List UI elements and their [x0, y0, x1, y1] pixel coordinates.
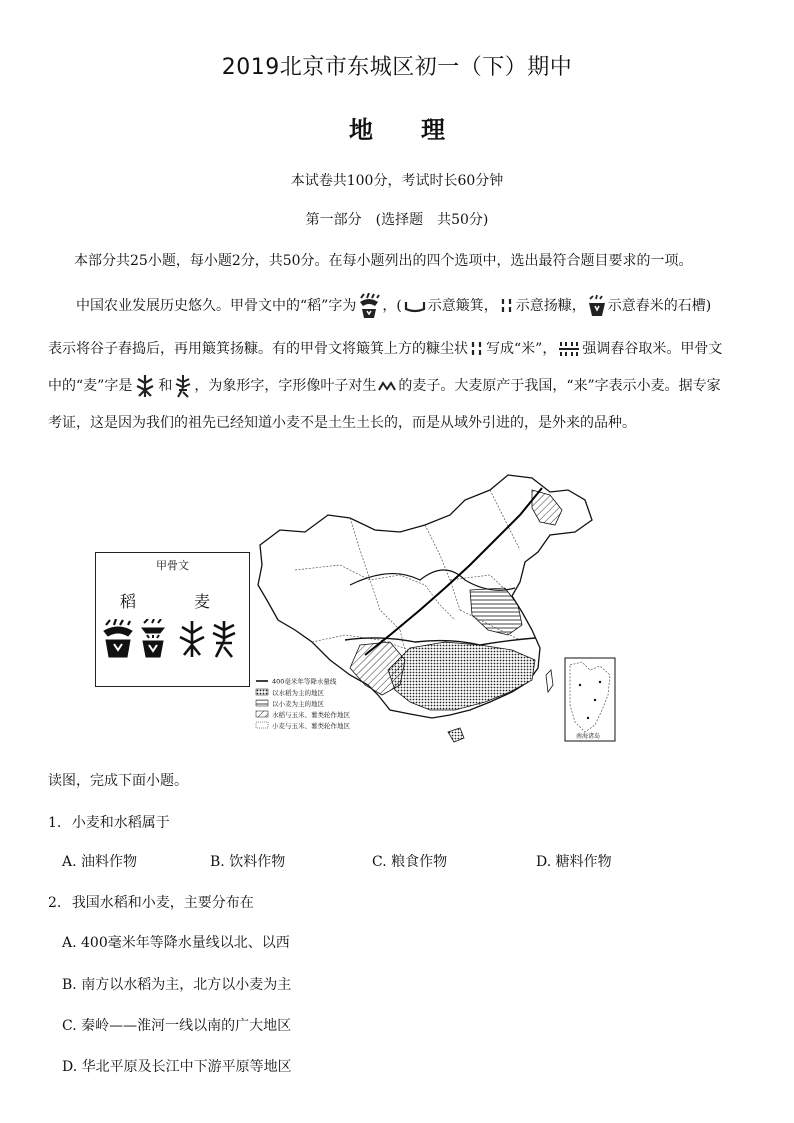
passage-text: ，(	[382, 298, 402, 314]
passage-text: 的麦子。大麦原产于我国，“来”字表示小麦。据专家	[398, 378, 721, 394]
map-region-rice	[388, 642, 535, 710]
oracle-box-title: 甲骨文	[156, 559, 189, 572]
passage-text: 强调舂谷取米。甲骨文	[582, 341, 723, 357]
passage-text: ，为象形字，字形像叶子对生	[194, 378, 377, 394]
chaff-dust-icon	[500, 298, 514, 314]
oracle-wheat-glyph-2	[213, 621, 235, 657]
read-prompt: 读图，完成下面小题。	[48, 773, 188, 789]
legend-swatch-wheat	[256, 700, 268, 706]
q2-option-d[interactable]: D. 华北平原及长江中下游平原等地区	[62, 1059, 292, 1075]
oracle-glyphs	[102, 619, 244, 661]
subject-title: 地 理	[349, 116, 445, 144]
passage-text: 示意簸箕，	[427, 298, 498, 314]
oracle-wheat-glyph-1	[180, 621, 204, 657]
legend-label-4: 水稻与玉米、薯类轮作地区	[272, 711, 350, 719]
question-1	[48, 812, 170, 832]
oracle-label-rice: 稻	[120, 592, 137, 611]
question-stem: 我国水稻和小麦，主要分布在	[71, 895, 254, 911]
passage-text: 示意扬糠，	[515, 298, 586, 314]
passage-line-4: 考证，这是因为我们的祖先已经知道小麦不是土生土长的，而是从域外引进的，是外来的品种。	[48, 415, 636, 431]
oracle-rice-glyph-2	[142, 619, 164, 657]
q1-option-d[interactable]: D. 糖料作物	[536, 854, 612, 870]
legend-swatch-rice	[256, 689, 268, 695]
legend-label-2: 以水稻为主的地区	[272, 689, 324, 697]
chaff-dust-icon	[470, 341, 484, 357]
legend-swatch-wheat-corn	[256, 722, 268, 728]
passage-line-1	[48, 288, 753, 325]
q2-option-c[interactable]: C. 秦岭——淮河一线以南的广大地区	[62, 1018, 292, 1034]
oracle-wheat-icon	[134, 374, 156, 398]
passage-text: 写成“米”，	[486, 341, 557, 357]
china-crop-map	[250, 470, 625, 748]
map-region-rice-corn	[350, 642, 405, 695]
oracle-label-wheat: 麦	[194, 592, 211, 611]
q1-option-a[interactable]: A. 油料作物	[62, 854, 138, 870]
q2-option-b[interactable]: B. 南方以水稻为主，北方以小麦为主	[62, 977, 292, 993]
exam-title: 2019北京市东城区初一（下）期中	[221, 55, 573, 80]
legend-swatch-rice-corn	[256, 711, 268, 717]
map-taiwan	[546, 670, 553, 692]
rice-grain-icon	[558, 341, 580, 357]
legend-label-1: 400毫米年等降水量线	[272, 677, 337, 686]
map-hainan	[448, 728, 464, 742]
legend-label-5: 小麦与玉米、薯类轮作地区	[272, 722, 350, 730]
oracle-rice-icon	[358, 293, 380, 319]
map-legend	[256, 677, 351, 731]
question-number: 2.	[48, 895, 62, 911]
mortar-trough-icon	[588, 295, 606, 317]
passage-text: 中国农业发展历史悠久。甲骨文中的“稻”字为	[76, 298, 357, 314]
oracle-rice-glyph-1	[104, 619, 132, 657]
oracle-wheat-alt-icon	[174, 374, 192, 398]
legend-label-3: 以小麦为主的地区	[272, 700, 324, 708]
question-2	[48, 892, 254, 912]
passage-text: 中的“麦”字是	[48, 378, 133, 394]
passage-text: 和	[158, 378, 173, 394]
q1-option-b[interactable]: B. 饮料作物	[210, 854, 286, 870]
south-china-sea-inset	[565, 658, 615, 741]
passage-line-3	[48, 368, 753, 405]
question-number: 1.	[48, 815, 62, 831]
exam-info: 本试卷共100分，考试时长60分钟	[290, 173, 504, 189]
paired-leaf-icon	[378, 380, 396, 392]
inset-label: 南海诸岛	[576, 733, 601, 740]
q1-option-c[interactable]: C. 粮食作物	[372, 854, 448, 870]
oracle-bone-box	[95, 552, 250, 687]
passage-text: 表示将谷子舂捣后，再用簸箕扬糠。有的甲骨文将簸箕上方的糠尘状	[48, 341, 468, 357]
passage-text: 示意舂米的石槽)	[607, 298, 712, 314]
part-label: 第一部分 (选择题 共50分)	[305, 212, 489, 228]
instructions	[50, 250, 750, 272]
instructions-text: 本部分共25小题，每小题2分，共50分。在每小题列出的四个选项中，选出最符合题目要求的一项。	[74, 253, 693, 269]
q2-option-a[interactable]: A. 400毫米年等降水量线以北、以西	[62, 935, 290, 951]
winnow-basket-icon	[404, 299, 426, 313]
passage-line-2	[48, 331, 753, 368]
question-stem: 小麦和水稻属于	[71, 815, 170, 831]
